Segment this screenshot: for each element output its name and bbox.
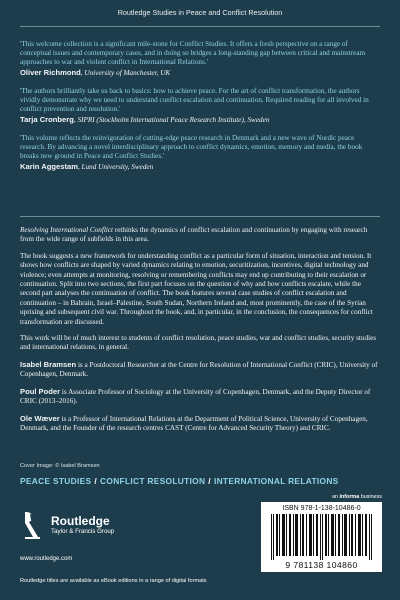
subject-conflict-resolution: CONFLICT RESOLUTION [100, 476, 206, 486]
middle-rule [20, 216, 380, 217]
subject-categories [20, 476, 380, 486]
author-name: Poul Poder [20, 386, 61, 396]
cover-image-credit: Cover Image: © Isabel Bramsen [20, 463, 100, 469]
routledge-logo-icon [22, 510, 46, 540]
author-name: Isabel Bramsen [20, 359, 77, 369]
barcode-panel [261, 502, 382, 572]
endorsement-quote [20, 40, 380, 78]
barcode-digits: 9 781138 104860 [285, 560, 358, 570]
quote-text: 'The authors brilliantly take us back to basics: how to achieve peace. For the art of conflict transformation, the authors vividly demonstrate why we need to understand conflict escalation and continuation. Required reading for all involved in conflict prevention and resolution.' [20, 87, 369, 113]
author-bio-text: is a Professor of International Relations at the Department of Political Science, University of Copenhagen, Denmark, and the Founder of the research centres CAST (Centre for Advanced Security Theory) and CRIC. [20, 414, 368, 432]
blurb-text: rethinks the dynamics of conflict escalation and continuation by engaging with research from the wide range of subfields in this area. [20, 226, 368, 244]
informa-prefix: an [331, 494, 340, 500]
quote-attribution [20, 162, 380, 172]
quote-attribution [20, 115, 380, 125]
author-bio-text: is Associate Professor of Sociology at the University of Copenhagen, Denmark, and the Deputy Director of CRIC (2013–2016). [20, 387, 371, 406]
author-bio [20, 414, 380, 434]
barcode-icon [267, 514, 376, 560]
quote-author: Oliver Richmond [20, 68, 81, 77]
quote-affiliation: , University of Manchester, UK [80, 69, 171, 77]
series-title: Routledge Studies in Peace and Conflict Resolution [117, 8, 283, 17]
subject-separator: / [94, 476, 98, 486]
blurb [20, 226, 380, 440]
isbn-number: ISBN 978-1-138-10486-0 [282, 505, 361, 512]
informa-business-label [262, 494, 382, 500]
publisher-name: Routledge [51, 513, 110, 528]
endorsement-quote [20, 87, 380, 125]
informa-suffix: business [359, 494, 382, 500]
subject-international-relations: INTERNATIONAL RELATIONS [213, 476, 339, 486]
blurb-paragraph: This work will be of much interest to students of conflict resolution, peace studies, war and conflict studies, security studies and international relations, in general. [20, 334, 377, 352]
author-bio [20, 360, 380, 380]
quote-affiliation: , Lund University, Sweden [77, 163, 154, 171]
author-bio [20, 387, 380, 407]
publisher-website[interactable]: www.routledge.com [20, 556, 73, 562]
ebook-note: Routledge titles are available as eBook editions in a range of digital formats [20, 578, 207, 584]
author-name: Ole Wæver [20, 413, 60, 423]
blurb-paragraph: The book suggests a new framework for understanding conflict as a particular form of situation, interaction and tension. It shows how conflicts are shaped by varied dynamics relating to emotion, securitization, incentives, digital technology and violence; even attempts at monitoring, resolving or remembering conflicts may end up contributing to their escalation or continuation. Split into two sections, the first part focuses on the question of why and how conflicts escalate, while the second part analyses the continuation of conflict. The book features several case studies of conflict escalation and continuation – in Bahrain, Israel–Palestine, South Sudan, Northern Ireland and, most prominently, the case of the Syrian uprising and subsequent civil war. Throughout the book, and, in particular, in the conclusion, the consequences for conflict transformation are discussed. [20, 251, 373, 326]
quote-affiliation: , SIPRI (Stockholm International Peace Research Institute), Sweden [73, 116, 270, 124]
quote-text: 'This welcome collection is a significant mile-stone for Conflict Studies. It offers a fresh perspective on a range of conceptual issues and contemporary cases, and in doing so bridges a long-standing gap between critical and mainstream approaches to war and violent conflict in International Relations.' [20, 40, 366, 66]
subject-peace-studies: PEACE STUDIES [20, 476, 92, 486]
book-title: Resolving International Conflict [20, 226, 114, 234]
endorsement-quote [20, 134, 380, 172]
publisher-group: Taylor & Francis Group [51, 527, 115, 535]
publisher-logo [22, 510, 114, 540]
endorsements [20, 40, 380, 181]
subject-separator: / [208, 476, 211, 486]
blurb-paragraph [20, 226, 380, 245]
informa-name: informa [339, 494, 360, 500]
author-bio-text: is a Postdoctoral Researcher at the Centre for Resolution of International Conflict (CRIC), University of Copenhagen, Denmark. [20, 360, 378, 379]
quote-attribution [20, 68, 380, 78]
quote-author: Tarja Cronberg [20, 115, 74, 124]
top-rule [20, 26, 380, 27]
quote-author: Karin Aggestam [20, 162, 78, 171]
quote-text: 'This volume reflects the reinvigoration of cutting-edge peace research in Denmark and a new wave of Nordic peace research. By advancing a novel interdisciplinary approach to conflict dynamics, emotion, memory and media, the book breaks new ground in Peace and Conflict Studies.' [20, 134, 363, 160]
